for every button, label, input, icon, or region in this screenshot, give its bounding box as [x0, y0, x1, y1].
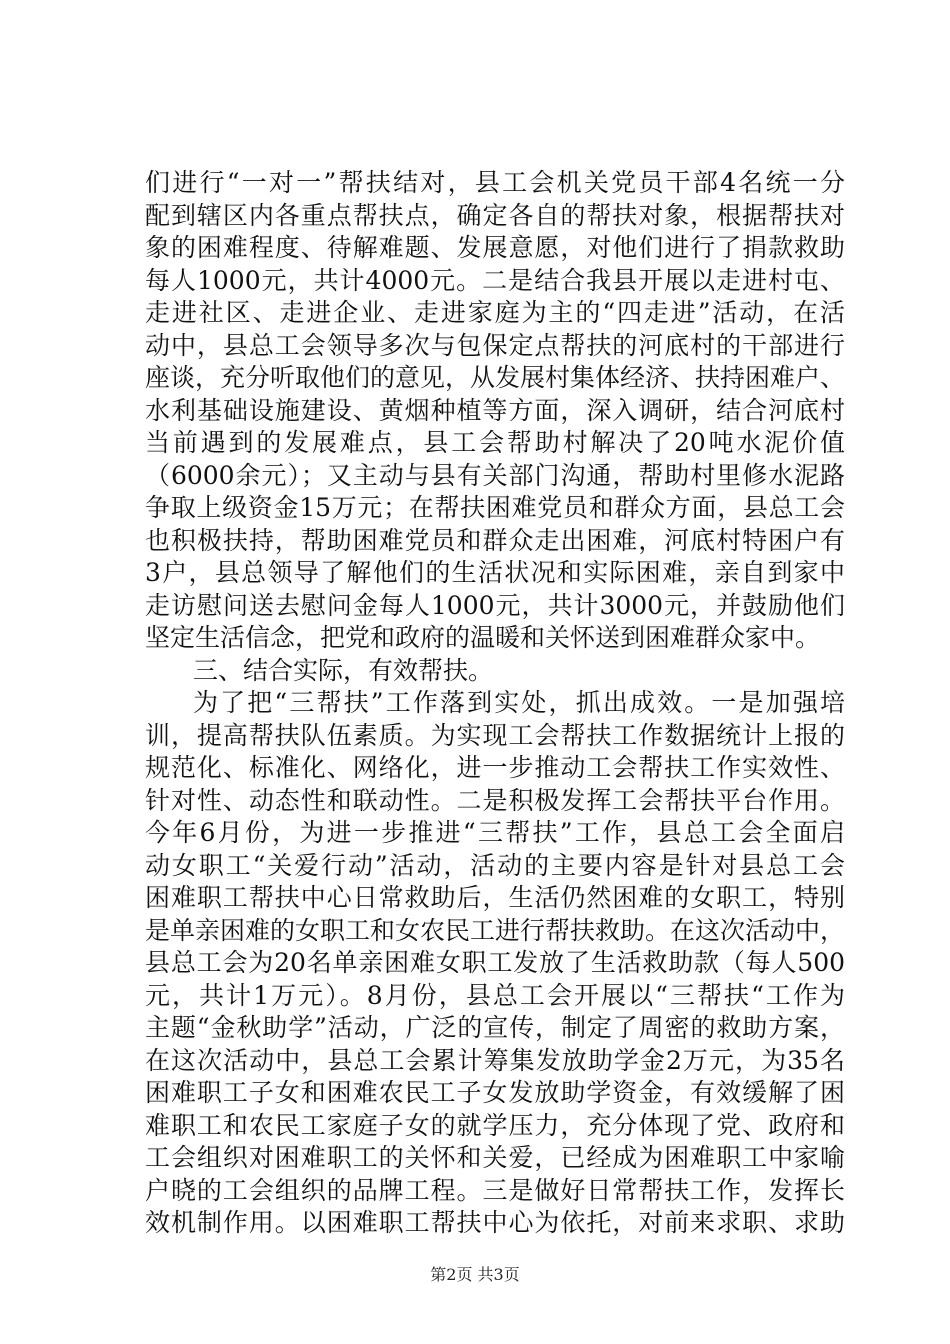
text-line: 在这次活动中，县总工会累计筹集发放助学金2万元，为35名 [145, 1045, 845, 1075]
text-line: 训，提高帮扶队伍素质。为实现工会帮扶工作数据统计上报的 [145, 720, 845, 750]
text-line: 争取上级资金15万元；在帮扶困难党员和群众方面，县总工会 [145, 493, 845, 522]
document-body [145, 167, 845, 1240]
text-line: 规范化、标准化、网络化，进一步推动工会帮扶工作实效性、 [145, 753, 845, 782]
text-line: 水利基础设施建设、黄烟种植等方面，深入调研，结合河底村 [145, 395, 845, 425]
text-line: 每人1000元，共计4000元。二是结合我县开展以走进村屯、 [145, 265, 845, 295]
section-heading: 三、结合实际，有效帮扶。 [193, 655, 494, 685]
text-line: 当前遇到的发展难点，县工会帮助村解决了20吨水泥价值 [145, 428, 845, 457]
text-line: 今年6月份，为进一步推进“三帮扶”工作，县总工会全面启 [145, 818, 845, 847]
text-line: 针对性、动态性和联动性。二是积极发挥工会帮扶平台作用。 [145, 785, 845, 815]
text-line: 主题“金秋助学”活动，广泛的宣传，制定了周密的救助方案， [145, 1013, 845, 1042]
text-line: 象的困难程度、待解难题、发展意愿，对他们进行了捐款救助 [145, 233, 845, 262]
text-line: 配到辖区内各重点帮扶点，确定各自的帮扶对象，根据帮扶对 [145, 200, 845, 230]
text-line: 难职工和农民工家庭子女的就学压力，充分体现了党、政府和 [145, 1110, 845, 1140]
text-line: 们进行“一对一”帮扶结对，县工会机关党员干部4名统一分 [145, 168, 845, 197]
text-line: 座谈，充分听取他们的意见，从发展村集体经济、扶持困难户、 [145, 363, 846, 392]
text-line: 效机制作用。以困难职工帮扶中心为依托，对前来求职、求助 [145, 1208, 845, 1237]
text-line: 3户，县总领导了解他们的生活状况和实际困难，亲自到家中 [145, 558, 845, 587]
text-line: 困难职工子女和困难农民工子女发放助学资金，有效缓解了困 [145, 1078, 845, 1107]
text-line: 走访慰问送去慰问金每人1000元，共计3000元，并鼓励他们 [145, 590, 845, 620]
text-line: 动女职工“关爱行动”活动，活动的主要内容是针对县总工会 [145, 850, 845, 880]
text-line: 户晓的工会组织的品牌工程。三是做好日常帮扶工作，发挥长 [145, 1175, 845, 1205]
text-line: 走进社区、走进企业、走进家庭为主的“四走进”活动，在活 [145, 298, 845, 327]
text-line: 元，共计1万元）。8月份，县总工会开展以“三帮扶“工作为 [145, 980, 845, 1010]
text-line: 动中，县总工会领导多次与包保定点帮扶的河底村的干部进行 [145, 330, 845, 360]
page-footer [0, 1265, 950, 1285]
text-line: 工会组织对困难职工的关怀和关爱，已经成为困难职工中家喻 [145, 1143, 845, 1172]
text-line: 困难职工帮扶中心日常救助后，生活仍然困难的女职工，特别 [145, 883, 845, 912]
page-number: 第2页 共3页 [430, 1265, 520, 1284]
text-line: 为了把“三帮扶”工作落到实处，抓出成效。一是加强培 [193, 688, 845, 717]
text-line: （6000余元）；又主动与县有关部门沟通，帮助村里修水泥路 [145, 460, 845, 490]
text-line: 坚定生活信念，把党和政府的温暖和关怀送到困难群众家中。 [145, 623, 821, 652]
text-line: 县总工会为20名单亲困难女职工发放了生活救助款（每人500 [145, 948, 845, 977]
text-line: 是单亲困难的女职工和女农民工进行帮扶救助。在这次活动中， [145, 915, 846, 945]
text-line: 也积极扶持，帮助困难党员和群众走出困难，河底村特困户有 [145, 525, 845, 555]
